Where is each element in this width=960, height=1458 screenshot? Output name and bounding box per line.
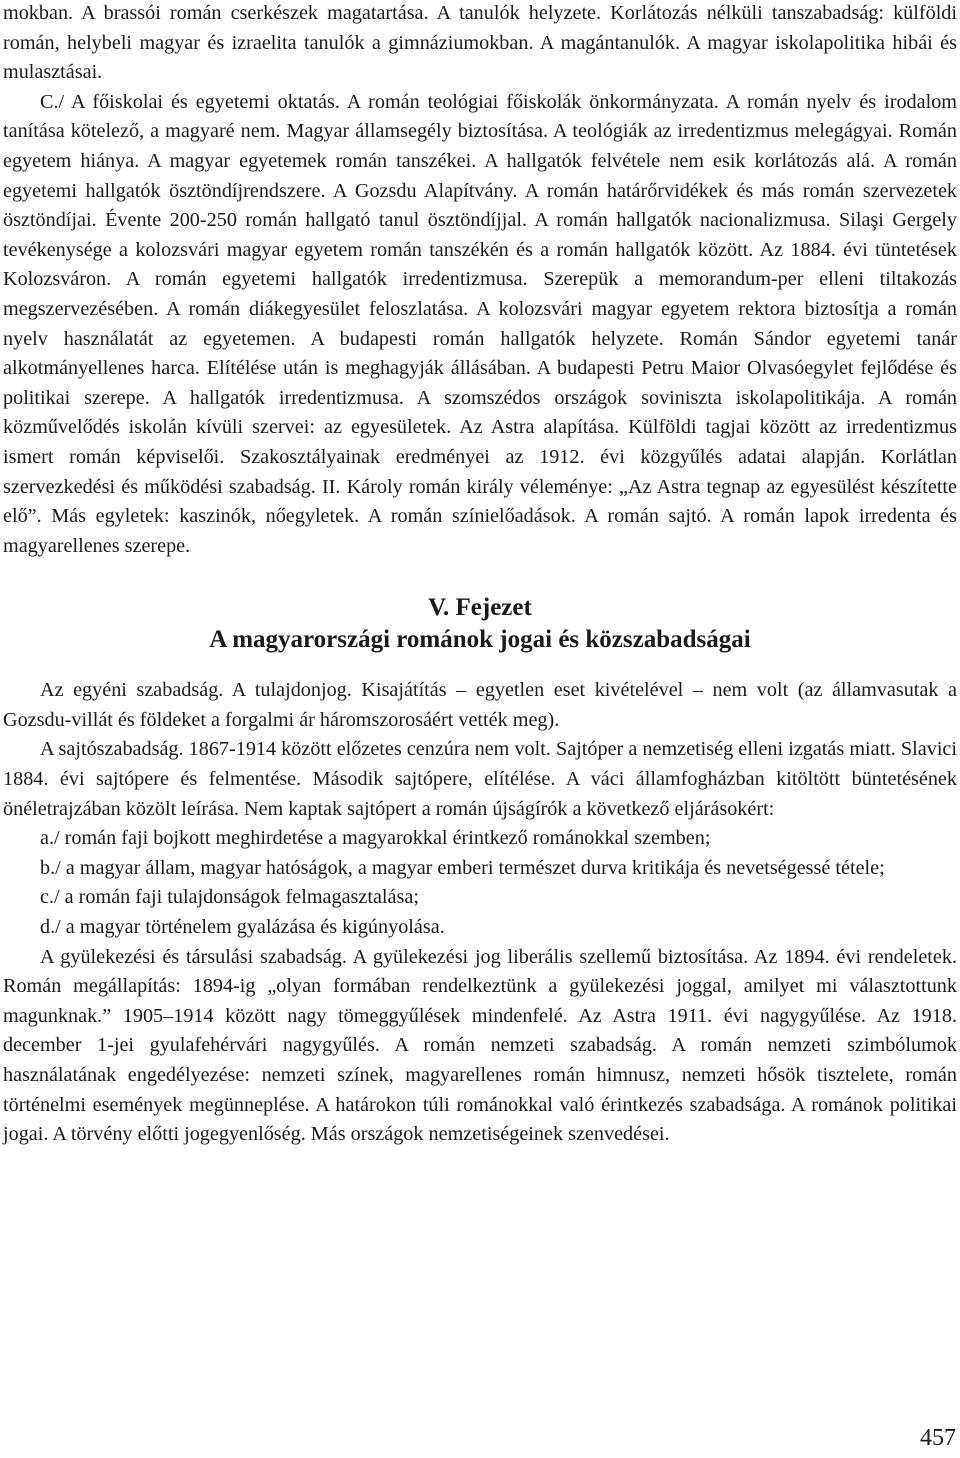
page-number: 457 — [920, 1425, 956, 1451]
document-page — [3, 0, 957, 1150]
chapter-title: A magyarországi románok jogai és közszabadságai — [209, 626, 751, 654]
list-item-a: a./ román faji bojkott meghirdetése a magyarokkal érintkező románokkal szemben; — [40, 827, 711, 850]
body-paragraph-property: Az egyéni szabadság. A tulajdonjog. Kisajátítás – egyetlen eset kivételével – nem volt (az államvasutak a Gozsdu-villát és földeket a forgalmi ár háromszorosáért vették meg). — [3, 679, 957, 731]
chapter-number: V. Fejezet — [428, 594, 532, 622]
body-paragraph-assembly: A gyülekezési és társulási szabadság. A gyülekezési jog liberális szellemű biztosítása. Az 1894. évi rendeletek. Román megállapítás: 1894-ig „olyan formában rendelkeztünk a gyülekezési joggal, amilyet mi választottunk magunknak.” 1905–1914 között nagy tömeggyűlések mindenfelé. Az Astra 1911. évi nagygyűlése. Az 1918. december 1-jei gyulafehérvári nagygyűlés. A román nemzeti szabadság. A román nemzeti szimbólumok használatának engedélyezése: nemzeti színek, magyarellenes román himnusz, nemzeti hősök tisztelete, román történelmi események megünneplése. A határokon túli románokkal való érintkezés szabadsága. A románok politikai jogai. A törvény előtti jogegyenlőség. Más országok nemzetiségeinek szenvedései. — [3, 945, 957, 1146]
body-paragraph-press: A sajtószabadság. 1867-1914 között előzetes cenzúra nem volt. Sajtóper a nemzetiség elleni izgatás miatt. Slavici 1884. évi sajtópere és felmentése. Második sajtópere, elítélése. A váci államfogházban kitöltött büntetésének önéletrajzában közölt leírása. Nem kaptak sajtópert a román újságírók a következő eljárásokért: — [3, 738, 957, 820]
list-item-b: b./ a magyar állam, magyar hatóságok, a magyar emberi természet durva kritikája és nevetségessé tétele; — [40, 856, 885, 879]
intro-paragraph: mokban. A brassói román cserkészek magatartása. A tanulók helyzete. Korlátozás nélküli tanszabadság: külföldi román, helybeli magyar és izraelita tanulók a gimnáziumokban. A magántanulók. A magyar iskolapolitika hibái és mulasztásai. — [3, 2, 957, 84]
section-c-paragraph: C./ A főiskolai és egyetemi oktatás. A román teológiai főiskolák önkormányzata. A román nyelv és irodalom tanítása kötelező, a magyaré nem. Magyar államsegély biztosítása. A teológiák az irredentizmus melegágyai. Román egyetem hiánya. A magyar egyetemek román tanszékei. A hallgatók felvétele nem esik korlátozás alá. A román egyetemi hallgatók ösztöndíjrendszere. A Gozsdu Alapítvány. A román határőrvidékek és más román szervezetek ösztöndíjai. Évente 200-250 román hallgató tanul ösztöndíjjal. A román hallgatók nacionalizmusa. Silaşi Gergely tevékenysége a kolozsvári magyar egyetem román tanszékén és a román hallgatók között. Az 1884. évi tüntetések Kolozsváron. A román egyetemi hallgatók irredentizmusa. Szerepük a memorandum-per elleni tiltakozás megszervezésében. A román diákegyesület feloszlatása. A kolozsvári magyar egyetem rektora biztosítja a román nyelv használatát az egyetemen. A budapesti román hallgatók helyzete. Román Sándor egyetemi tanár alkotmányellenes harca. Elítélése után is meghagyják állásában. A budapesti Petru Maior Olvasóegylet fejlődése és politikai szerepe. A hallgatók irredentizmusa. A szomszédos országok soviniszta iskolapolitikája. A román közművelődés iskolán kívüli szervei: az egyesületek. Az Astra alapítása. Külföldi tagjai között az irredentizmus ismert román képviselői. Szakosztályainak eredményei az 1912. évi közgyűlés adatai alapján. Korlátlan szervezkedési és működési szabadság. II. Károly román király véleménye: „Az Astra tegnap az egyesülést készítette elő”. Más egyletek: kaszinók, nőegyletek. A román színielőadások. A román sajtó. A román lapok irredenta és magyarellenes szerepe. — [3, 90, 957, 557]
list-item-d: d./ a magyar történelem gyalázása és kigúnyolása. — [40, 916, 445, 939]
list-item-c: c./ a román faji tulajdonságok felmagasztalása; — [40, 886, 419, 909]
